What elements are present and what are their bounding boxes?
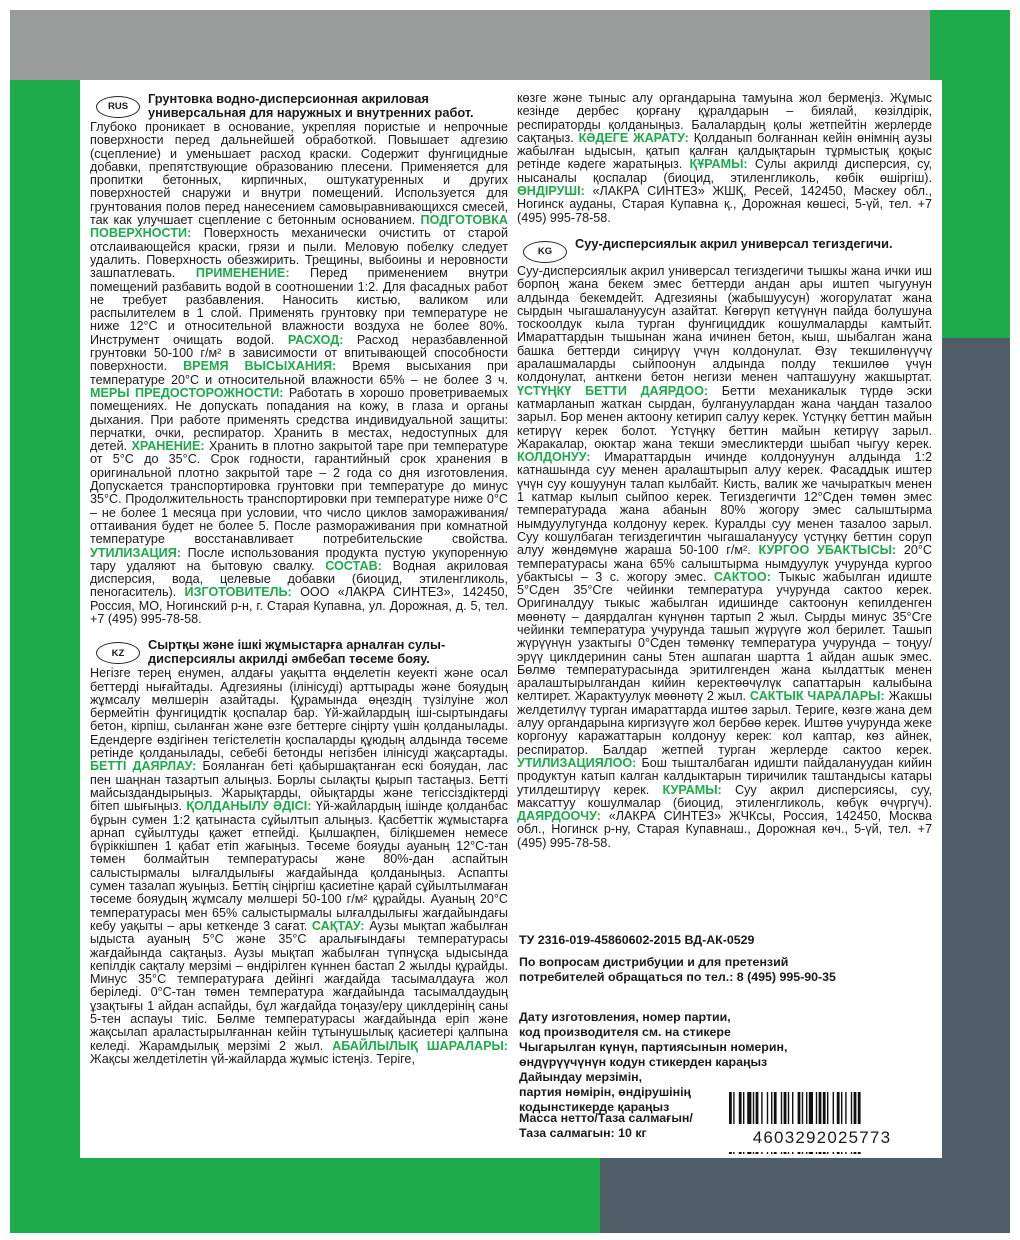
- background-gray-band: [10, 10, 930, 80]
- kz-continued-body: [517, 92, 932, 225]
- kg-safety-label: САКТЫК ЧАРАЛАРЫ:: [749, 689, 885, 704]
- rus-maker-label: ИЗГОТОВИТЕЛЬ:: [184, 585, 292, 600]
- rus-storage-label: ХРАНЕНИЕ:: [131, 439, 205, 454]
- background-slate-band-bottom: [600, 1158, 930, 1233]
- kg-header: [517, 237, 932, 263]
- rus-composition-text: Водная акриловая дисперсия, вода, целевые добавки (биоцид, этиленгликоль, пеногаситель).: [90, 558, 509, 600]
- rus-consumption-label: РАСХОД:: [287, 332, 344, 347]
- kz-title: Сыртқы және ішкі жұмыстарға арналған сулы-дисперсиялы акрилді әмбебап төсеме бояу.: [148, 637, 446, 666]
- kz-safety-label: АБАЙЛЫЛЫҚ ШАРАЛАРЫ:: [332, 1038, 508, 1053]
- rus-use-text: Перед применением внутри помещений разбавить водой в соотношении 1:2. Для фасадных работ не требует разбавления. Наносить кистью, валиком или распылителем в 1 слой. Применять грунтовку при температуре не ниже 12°С и относительной влажности воздуха не более 80%. Инструмент очищать водой.: [90, 266, 509, 347]
- date-line: Дайындау мерзімін,: [519, 1070, 643, 1084]
- kg-use-label: КОЛДОНУУ:: [517, 450, 591, 465]
- mass-line: Таза салмагын: 10 кг: [519, 1126, 647, 1140]
- kz-use-label: ҚОЛДАНЫЛУ ӘДІСІ:: [186, 799, 312, 814]
- rus-maker-text: ООО «ЛАКРА СИНТЕЗ», 142450, Россия, МО, Ногинский р-н, г. Старая Купавна, ул. Дорожная, д. 5, тел. +7 (495) 995-78-58.: [90, 585, 508, 626]
- kz-surface-text: Бояланған беті қабыршақтанған ескі бояудан, лас пен шаңнан тазартып алыңыз. Борлы сылақты қырып тастаңыз. Бетті майсыздандырыңыз. Жарықтарды, ойықтарды және тегіссіздіктерді бітеп шығыңыз.: [90, 759, 508, 814]
- kz-continued-text: көзге және тыныс алу органдарына тамуына жол бермеңіз. Жұмыс кезінде дербес қорғану құралдарын – биялай, көзілдірік, респираторды қолданыңыз. Балалардың қолы жетпейтін жерлерде сақтаңыз.: [517, 91, 932, 145]
- kg-disposal-text: Бош тышталбаган идишти пайдалануудан кийин продуктун катып калган калдыктарын тиричилик таштандысы катары утилдештирүү керек.: [517, 755, 932, 797]
- rus-surface-label: ПОДГОТОВКА ПОВЕРХНОСТИ:: [90, 213, 508, 241]
- background-slate-band-right: [930, 338, 1010, 1233]
- kz-safety-text: Жақсы желдетілетін үй-жайларда жұмыс істеңіз. Теріге,: [90, 1051, 415, 1066]
- rus-language-badge: RUS: [96, 96, 140, 118]
- date-line: партия нөмірін, өндірушінің: [519, 1085, 692, 1099]
- rus-disposal-label: УТИЛИЗАЦИЯ:: [90, 545, 181, 560]
- kg-title: Суу-дисперсиялык акрил универсал тегиздегичи.: [575, 235, 893, 251]
- kg-drying-text: 20°С температурасы жана 65% салыштырма нымдуулук учурунда кургоо убактысы – 3 с. жогору эмес.: [517, 543, 932, 584]
- kg-storage-label: САКТОО:: [713, 569, 771, 584]
- rus-composition-label: СОСТАВ:: [325, 558, 382, 573]
- rus-use-label: ПРИМЕНЕНИЕ:: [195, 266, 290, 281]
- kz-composition-label: ҚҰРАМЫ:: [689, 157, 748, 172]
- rus-drying-text: Время высыхания при температуре 20°С и относительной влажности 65% – не более 3 ч.: [90, 359, 508, 387]
- rus-surface-text: Поверхность механически очистить от старой отслаивающейся краски, грязи и пыли. Меловую побелку следует удалить. Поверхность обезжирить. Трещины, выбоины и неровности зашпатлевать.: [90, 226, 509, 281]
- date-line: кодынстикерде қараңыз: [519, 1100, 670, 1114]
- kz-intro: Негізге терең енумен, алдағы уақытта өңделетін кеуекті және осал беттерді нығайтады. Адгезияны (ілінісуді) арттырады және бояудың жұмсалу мөлшерін азайтады. Құрамында өңездің түзілуіне жол бермейтін фунгицидтік қоспалар бар. Үй-жайлардың іші-сыртындағы бетон, кірпіш, сыланған және өзге беттерге сіңірту үшін қолданылады. Едендерге өздігінен тегістелетін қоспаларды құюдың алдында төсеме ретінде қолданылады, себебі бетонды негізбен ілінісуді жақсартады.: [90, 666, 508, 761]
- kz-maker-text: «ЛАКРА СИНТЕЗ» ЖШҚ, Ресей, 142450, Мәскеу обл., Ногинск ауданы, Старая Купавна қ., Дорожная көшесі, 5-үй, тел. +7 (495) 995-78-58.: [517, 184, 933, 225]
- kg-storage-text: Тыкыс жабылган идиште 5°Сден 35°Сге чейинки температура учурунда сактоо керек. Оригиналдуу тыкыс жабылган идишинде сактоонун кепилденген мөөнөтү – даярдалган күнүнөн тартып 2 жыл. Сырды минус 35°Сге чейинки температура учурунда ташып жүрүүгө жол берилет. Ташып жүрүүнүн узактыгы 0°Сден төмөнкү температура учурунда – тоңуу/эрүү циклдеринин саны 5тен ашпаган шартта 1 айдан ашык эмес. Бөлмө температурасында эритилгенден жана кылдаттык менен аралаштырылгандан кийин керектөөчүлүк сапаттарын калыбына келтирет. Жарактуулук мөөнөтү 2 жыл.: [517, 569, 932, 704]
- kg-drying-label: КУРГОО УБАКТЫСЫ:: [758, 543, 897, 558]
- date-line: код производителя см. на стикере: [519, 1025, 731, 1039]
- rus-safety-text: Работать в хорошо проветриваемых помещениях. Не допускать попадания на кожу, в глаза и органы дыхания. При работе применять средства индивидуальной защиты: перчатки, очки, респиратор. Хранить в местах, недоступных для детей.: [90, 385, 508, 454]
- kg-disposal-label: УТИЛИЗАЦИЯЛОО:: [517, 755, 637, 770]
- kz-body: [90, 667, 508, 1066]
- background-green-band-bottom: [80, 1158, 600, 1233]
- contact-block: [519, 955, 836, 985]
- kz-storage-text: Аузы мықтап жабылған ыдыста ауаның 5°С және 35°С аралығындағы температурасы жағдайында сақтаңыз. Аузы мықтап жабылған түпнұсқа ыдысында кепілдік сақталу мерзімі – өндірілген күннен бастап 2 жылды құрайды. Минус 35°С температураға дейінгі жағдайда тасымалдауға жол беріледі. 0°С-тан төмен температура жағдайында тасымалдаудың ұзақтығы 1 айдан аспайды, бұл жағдайда тоңазу/еру циклдерінің саны 5-тен аспауы тиіс. Бөлме температурасы жағдайында еріп және жақсылап араластырылғаннан кейін тұтынушылық қасиетері қалпына келеді. Жарамдылық мерзімі 2 жыл.: [90, 918, 508, 1053]
- rus-storage-text: Хранить в плотно закрытой таре при температуре от 5°С до 35°С. Срок годности, гарантийный срок хранения в оригинальной плотно закрытой таре – 2 года со дня изготовления. Допускается транспортировка грунтовки при температуре до минус 35°С. Продолжительность транспортировки при температуре ниже 0°С – не более 1 месяца при условии, что число циклов замораживания/оттаивания будет не более 5. После размораживания при комнатной температуре восстанавливает потребительские свойства.: [90, 439, 508, 547]
- background-green-band-left: [10, 80, 80, 1233]
- kg-use-text: Имараттардын ичинде колдонуунун алдында 1:2 катнашында суу менен аралаштырып алуу керек. Фасаддык иштер үчүн суу кошуунун талап кылбайт. Кисть, валик же чачыраткыч менен 1 катмар кылып сыйпоо керек. Тегиздегичти 12°Сден төмөн эмес температурада жана абанын 80% жогору эмес салыштырма нымдуулугунда колдонуу керек. Куралды суу менен тазалоо зарыл. Суу кошулбаган тегиздегичтин чыгашалануусу үстүңкү беттин соруп алуу жөндөмүнө жараша 50-100 г/м².: [517, 450, 933, 558]
- kz-disposal-label: КӘДЕГЕ ЖАРАТУ:: [578, 130, 689, 145]
- kz-header: [90, 638, 508, 665]
- kz-use-text: Үй-жайлардың ішінде қолданбас бұрын сумен 1:2 қатынаста сұйылтып алыңыз. Қасбеттік жұмыстарға арнап сұйылтуды қажет етпейді. Қылшақпен, біліқшемен немесе бүріккішпен 1 қабат етіп жағыңыз. Төсеме бояуды ауаның 12°С-тан төмен болмайтын температурасы және 80%-дан аспайтын салыстырмалы ылғалдылығы жағдайында қолданыңыз. Аспапты сумен тазалап жуыңыз. Беттің сіңіргіш қасиетіне қарай сұйылтылмаған төсеме бояудың жұмсалу мөлшері 50-100 г/м² құрайды. Ауаның 20°С температурасы мен 65% салыстырмалы ылғалдылығы жағдайындағы кебу уақыты – ары кеткенде 3 сағат.: [90, 799, 508, 933]
- net-mass-block: [519, 1111, 693, 1141]
- rus-safety-label: МЕРЫ ПРЕДОСТОРОЖНОСТИ:: [90, 385, 284, 400]
- kg-body: [517, 265, 932, 850]
- rus-drying-label: ВРЕМЯ ВЫСЫХАНИЯ:: [183, 359, 337, 374]
- barcode-number: 4603292025773: [725, 1124, 919, 1152]
- background-green-band-right: [930, 10, 1010, 338]
- kg-surface-label: ҮСТҮҢКҮ БЕТТИ ДАЯРДОО:: [517, 383, 709, 398]
- kz-language-badge: KZ: [96, 642, 140, 664]
- kg-surface-text: Бетти механикалык түрдө эски катмарланып жаткан сырдан, булгануулардан жана чаңдан тазалоо зарыл. Бор менен актоону кетирип салуу керек. Үстүңкү беттин майын кетирүү керек болот. Үстүңкү беттин майын кетирүү зарыл. Жаракалар, оюктар жана текши эмесликтерди шыбап чыгуу керек.: [517, 383, 932, 451]
- rus-body: [90, 121, 508, 626]
- kg-maker-text: «ЛАКРА СИНТЕЗ» ЖЧКсы, Россия, 142450, Москва обл., Ногинск р-ну, Старая Купавнаш., Дорожная көч., 5-үй, тел. +7 (495) 995-78-58.: [517, 809, 933, 850]
- date-line: Дату изготовления, номер партии,: [519, 1010, 731, 1024]
- kz-disposal-text: Қолданып болғаннан кейін өнімнің аузы жабылған ыдысын, қатып қалған қалдықтарын тұрмыстық қоқыс ретінде кәдеге жаратыңыз.: [517, 130, 933, 172]
- kg-intro: Суу-дисперсиялык акрил универсал тегиздегичи тышкы жана ички иш борпоң жана бекем эмес беттерди андан ары иштеп чыгуунун алдында бекемдейт. Адгезияны (жабышуусун) жогорулатат жана сырдын чыгашалануусун азайтат. Көгөрүп кетүүнүн пайда болушуна тоскоолдук кыла турган фунгициддик кошулмаларды камтыйт. Имараттардын тышынан жана ичинен бетон, кыш, шыбалган жана башка беттерди сиңирүү үчүн колдонулат. Өзү текшилөнүүчү аралашмаларды сыйпоонун алдында полду текшилөө үчүн колдонулат, анткени бетон негизи менен чапташууну жакшыртат.: [517, 263, 932, 385]
- contact-line: потребителей обращаться по тел.: 8 (495) 995-90-35: [519, 970, 836, 984]
- rus-title: Грунтовка водно-дисперсионная акриловая универсальная для наружных и внутренних работ.: [148, 91, 474, 120]
- kz-storage-label: САҚТАУ:: [311, 918, 365, 933]
- kg-composition-label: КУРАМЫ:: [662, 782, 722, 797]
- kz-composition-text: Сулы акрилді дисперсия, су, нысаналы қоспалар (биоцид, этиленгликоль, көбік өшіргіш).: [517, 157, 932, 185]
- date-line: өндүрүүчүнүн кодун стикерден караңыз: [519, 1055, 768, 1069]
- right-column: [517, 92, 932, 850]
- contact-line: По вопросам дистрибуции и для претензий: [519, 955, 789, 969]
- kz-maker-label: ӨНДІРУШІ:: [517, 184, 585, 199]
- kz-surface-label: БЕТТІ ДАЯРЛАУ:: [90, 759, 197, 774]
- standard-code: ТУ 2316-019-45860602-2015 ВД-АК-0529: [519, 933, 755, 947]
- kg-composition-text: Суу акрил дисперсиясы, суу, максаттуу кошулмалар (биоцид, этиленгликоль, көбүк өчүргүч).: [517, 782, 933, 810]
- kg-language-badge: KG: [523, 241, 567, 263]
- rus-disposal-text: После использования продукта пустую укупоренную тару удаляют на бытовую свалку.: [90, 545, 508, 573]
- left-column: [90, 92, 508, 1066]
- mass-line: Масса нетто/Таза салмағын/: [519, 1111, 693, 1125]
- rus-header: [90, 92, 508, 119]
- kg-safety-text: Жакшы желдетилүү турган имараттарда иштөө зарыл. Териге, көзгө жана дем алуу органдарына киргизүүгө жол бербөө керек. Иштөө учурунда жеке коргонуу каражаттарын колдонуу керек: кол каптар, көз айнек, респиратор. Балдар жетпей турган жерлерде сактоо керек.: [517, 689, 933, 757]
- rus-intro: Глубоко проникает в основание, укрепляя пористые и непрочные поверхности перед дальнейшей обработкой. Повышает адгезию (сцепление) и уменьшает расход краски. Содержит фунгицидные добавки, препятствующие образованию плесени. Применяется для пропитки бетонных, кирпичных, оштукатуренных и других поверхностей снаружи и внутри помещений. Используется для грунтования полов перед нанесением самовыравнивающихся смесей, так как улучшает сцепление с бетонным основанием.: [90, 120, 508, 228]
- rus-consumption-text: Расход неразбавленной грунтовки 50-100 г/м² в зависимости от впитывающей способности поверхности.: [90, 332, 509, 374]
- date-line: Чыгарылган күнүн, партиясынын номерин,: [519, 1040, 788, 1054]
- kg-maker-label: ДАЯРДООЧУ:: [517, 809, 601, 824]
